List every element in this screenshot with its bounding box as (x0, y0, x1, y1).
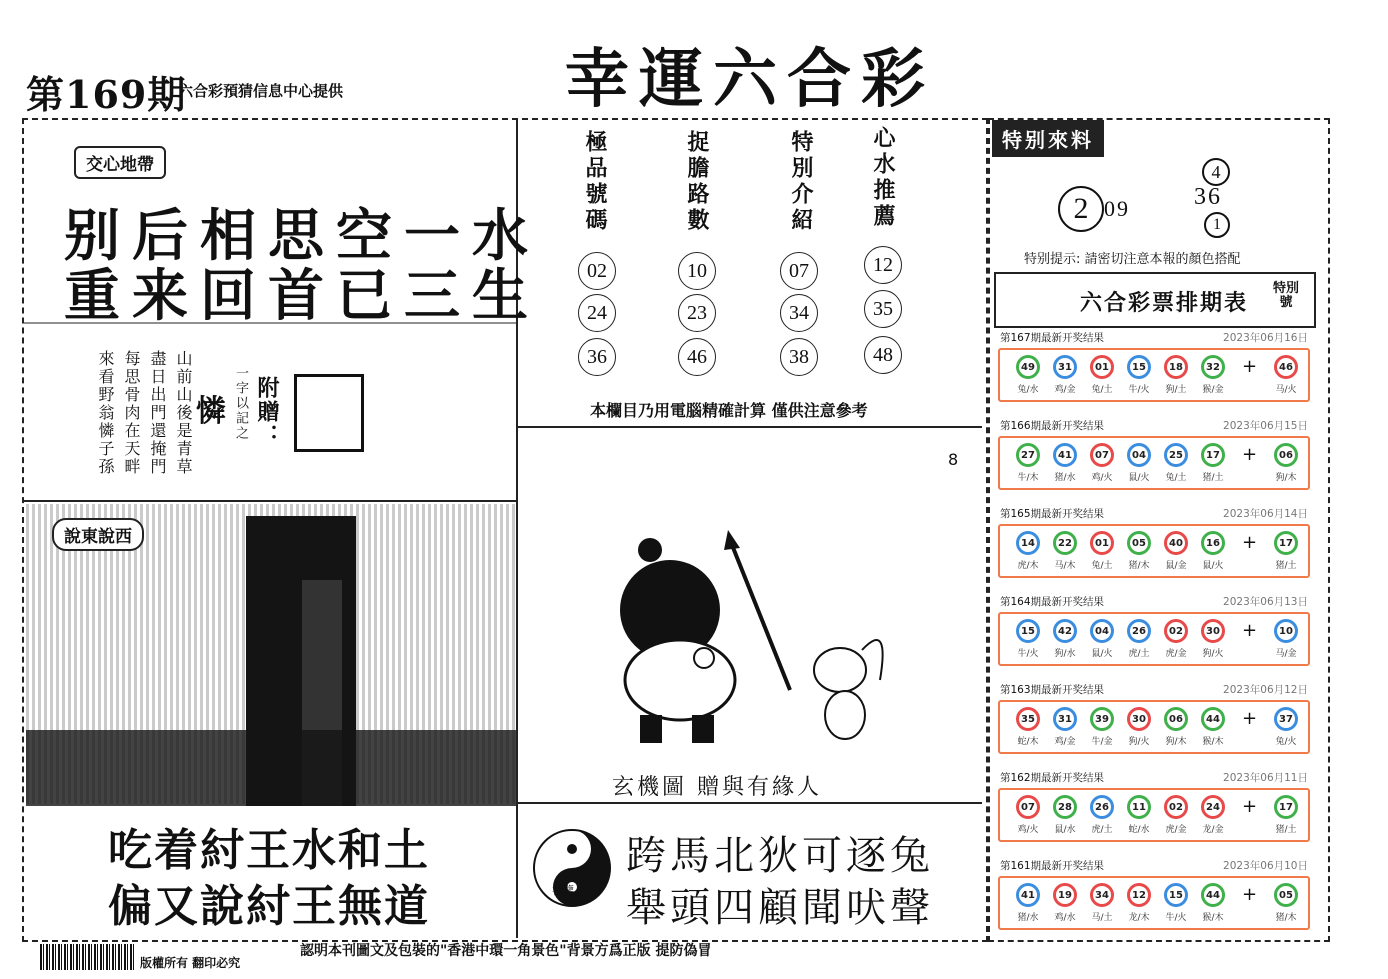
zodiac-label: 猪/水 (1017, 913, 1039, 923)
lottery-ball: 06 (1164, 707, 1188, 731)
lottery-ball: 30 (1127, 707, 1151, 731)
lottery-ball: 15 (1164, 883, 1188, 907)
result-header (1000, 594, 1308, 609)
gift-box (294, 374, 364, 452)
lottery-ball: 41 (1016, 883, 1040, 907)
result-balls-box (998, 348, 1310, 402)
poem-column: 山前山後是青草 (174, 350, 193, 476)
zodiac-label: 兔/土 (1091, 385, 1113, 395)
zodiac-label: 鼠/水 (1054, 825, 1076, 835)
lottery-ball: 17 (1274, 795, 1298, 819)
lottery-ball: 01 (1090, 531, 1114, 555)
number-circle: 02 (578, 252, 616, 290)
result-balls-box (998, 436, 1310, 490)
zodiac-label: 鸡/金 (1054, 737, 1076, 747)
zodiac-label: 鼠/火 (1202, 561, 1224, 571)
divider (518, 802, 982, 804)
gift-label: 附贈： (254, 376, 280, 448)
hint-word: 憐 (196, 394, 226, 429)
lottery-ball: 27 (1016, 443, 1040, 467)
zodiac-label: 猪/木 (1275, 913, 1297, 923)
lottery-ball: 22 (1053, 531, 1077, 555)
divider (518, 426, 982, 428)
result-header (1000, 418, 1308, 433)
zodiac-label: 猴/木 (1202, 737, 1224, 747)
copyright-text: 版權所有 翻印必究 (140, 956, 241, 970)
result-date: 2023年06月11日 (1223, 772, 1308, 784)
zodiac-label: 鼠/金 (1165, 561, 1187, 571)
number-circle: 48 (864, 336, 902, 374)
lottery-ball: 32 (1201, 355, 1225, 379)
number-circle: 46 (678, 338, 716, 376)
zodiac-label: 狗/木 (1275, 473, 1297, 483)
zodiac-label: 马/木 (1054, 561, 1076, 571)
lottery-ball: 24 (1201, 795, 1225, 819)
lottery-ball: 26 (1127, 619, 1151, 643)
lottery-ball: 06 (1274, 443, 1298, 467)
result-date: 2023年06月15日 (1223, 420, 1308, 432)
number-circle: 12 (864, 246, 902, 284)
lottery-ball: 39 (1090, 707, 1114, 731)
zodiac-label: 马/金 (1275, 649, 1297, 659)
zodiac-label: 龙/金 (1202, 825, 1224, 835)
result-date: 2023年06月10日 (1223, 860, 1308, 872)
lottery-ball: 16 (1201, 531, 1225, 555)
result-header (1000, 770, 1308, 785)
zodiac-label: 虎/土 (1128, 649, 1150, 659)
plus-sign: + (1242, 532, 1258, 553)
lottery-ball: 41 (1053, 443, 1077, 467)
result-balls-box (998, 524, 1310, 578)
lottery-ball: 40 (1164, 531, 1188, 555)
page-title: 幸運六合彩 (565, 42, 935, 117)
cartoon-caption: 玄機圖 贈與有緣人 (612, 775, 822, 800)
result-header (1000, 330, 1308, 345)
zodiac-label: 鸡/水 (1054, 913, 1076, 923)
zodiac-label: 猪/木 (1128, 561, 1150, 571)
number-circle: 36 (578, 338, 616, 376)
result-title: 第163期最新开奖结果 (1000, 684, 1105, 696)
zodiac-label: 狗/火 (1202, 649, 1224, 659)
zodiac-label: 狗/木 (1165, 737, 1187, 747)
issue-number: 第169期 (26, 72, 187, 117)
hint-vertical: 一字以記之 (233, 366, 248, 441)
zodiac-label: 猪/土 (1275, 561, 1297, 571)
zodiac-label: 蛇/水 (1128, 825, 1150, 835)
special-tag: 特別號 (1272, 281, 1299, 310)
zodiac-label: 猴/木 (1202, 913, 1224, 923)
lottery-ball: 05 (1274, 883, 1298, 907)
lottery-ball: 37 (1274, 707, 1298, 731)
lottery-ball: 05 (1127, 531, 1151, 555)
lottery-ball: 07 (1016, 795, 1040, 819)
lottery-ball: 04 (1127, 443, 1151, 467)
result-balls-box (998, 788, 1310, 842)
zodiac-label: 虎/土 (1091, 825, 1113, 835)
poem-column: 來看野翁憐子孫 (96, 350, 115, 476)
column-title: 特別介紹 (788, 130, 814, 234)
special-mid-number: 36 (1194, 184, 1222, 210)
cartoon-character (620, 538, 735, 743)
zodiac-label: 狗/水 (1054, 649, 1076, 659)
divider (24, 500, 516, 502)
result-title: 第165期最新开奖结果 (1000, 508, 1105, 520)
number-circle: 38 (780, 338, 818, 376)
lottery-ball: 12 (1127, 883, 1151, 907)
barcode (40, 944, 134, 970)
result-date: 2023年06月16日 (1223, 332, 1308, 344)
calc-note: 本欄目乃用電腦精確計算 僅供注意參考 (590, 401, 868, 420)
lottery-ball: 19 (1053, 883, 1077, 907)
result-date: 2023年06月14日 (1223, 508, 1308, 520)
zodiac-label: 虎/金 (1165, 825, 1187, 835)
zodiac-label: 牛/木 (1017, 473, 1039, 483)
result-card (996, 416, 1312, 500)
lottery-ball: 11 (1127, 795, 1151, 819)
result-header (1000, 682, 1308, 697)
lottery-ball: 01 (1090, 355, 1114, 379)
zodiac-label: 兔/土 (1091, 561, 1113, 571)
lottery-ball: 34 (1090, 883, 1114, 907)
zodiac-label: 虎/金 (1165, 649, 1187, 659)
zodiac-label: 鼠/火 (1128, 473, 1150, 483)
bottom-poem-line-2: 偏又說紂王無道 (108, 881, 430, 932)
result-date: 2023年06月13日 (1223, 596, 1308, 608)
result-balls-box (998, 700, 1310, 754)
column-title: 捉膽路數 (684, 130, 710, 234)
special-small-number: 09 (1104, 196, 1130, 221)
column-title: 心水推薦 (870, 126, 896, 230)
lottery-ball: 49 (1016, 355, 1040, 379)
lottery-ball: 31 (1053, 355, 1077, 379)
poem-line-2: 重来回首已三生 (64, 264, 540, 329)
zodiac-label: 兔/土 (1165, 473, 1187, 483)
lottery-ball: 10 (1274, 619, 1298, 643)
plus-sign: + (1242, 884, 1258, 905)
zodiac-label: 猪/土 (1275, 825, 1297, 835)
zodiac-label: 虎/木 (1017, 561, 1039, 571)
poem-column: 每思骨肉在天畔 (122, 350, 141, 476)
zodiac-label: 兔/水 (1017, 385, 1039, 395)
number-circle: 10 (678, 252, 716, 290)
plus-sign: + (1242, 444, 1258, 465)
lottery-ball: 04 (1090, 619, 1114, 643)
zodiac-label: 猪/水 (1054, 473, 1076, 483)
lottery-ball: 07 (1090, 443, 1114, 467)
result-card (996, 328, 1312, 412)
zodiac-label: 鸡/火 (1091, 473, 1113, 483)
plus-sign: + (1242, 796, 1258, 817)
monkey-figure (814, 640, 883, 739)
lottery-ball: 28 (1053, 795, 1077, 819)
result-balls-box (998, 612, 1310, 666)
zodiac-label: 猪/土 (1202, 473, 1224, 483)
lottery-ball: 25 (1164, 443, 1188, 467)
result-card (996, 768, 1312, 852)
zodiac-label: 蛇/木 (1017, 737, 1039, 747)
result-title: 第166期最新开奖结果 (1000, 420, 1105, 432)
zodiac-label: 鼠/火 (1091, 649, 1113, 659)
lottery-ball: 15 (1127, 355, 1151, 379)
lottery-ball: 17 (1274, 531, 1298, 555)
special-main-number: 2 (1058, 186, 1104, 232)
lottery-ball: 46 (1274, 355, 1298, 379)
lottery-ball: 26 (1090, 795, 1114, 819)
spear-tip (724, 530, 740, 550)
plus-sign: + (1242, 620, 1258, 641)
zodiac-label: 鸡/火 (1017, 825, 1039, 835)
zodiac-label: 兔/火 (1275, 737, 1297, 747)
number-circle: 23 (678, 294, 716, 332)
result-date: 2023年06月12日 (1223, 684, 1308, 696)
issue-provider: 六合彩預猜信息中心提供 (178, 82, 344, 100)
result-balls-box (998, 876, 1310, 930)
number-circle: 35 (864, 290, 902, 328)
special-top-number: 4 (1202, 158, 1230, 186)
plus-sign: + (1242, 356, 1258, 377)
lottery-ball: 02 (1164, 795, 1188, 819)
zodiac-label: 马/火 (1275, 385, 1297, 395)
result-card (996, 504, 1312, 588)
skyline-silhouette (26, 730, 516, 806)
result-card (996, 856, 1312, 940)
result-title: 第161期最新开奖结果 (1000, 860, 1105, 872)
result-card (996, 592, 1312, 676)
riddle-line-2: 舉頭四顧聞吠聲 (626, 885, 934, 931)
result-title: 第167期最新开奖结果 (1000, 332, 1105, 344)
lottery-ball: 14 (1016, 531, 1040, 555)
section-tag: 交心地帶 (74, 146, 166, 179)
zodiac-label: 牛/火 (1165, 913, 1187, 923)
lottery-ball: 30 (1201, 619, 1225, 643)
result-header (1000, 858, 1308, 873)
result-title: 第162期最新开奖结果 (1000, 772, 1105, 784)
column-title: 極品號碼 (582, 130, 608, 234)
lottery-ball: 35 (1016, 707, 1040, 731)
lottery-ball: 02 (1164, 619, 1188, 643)
zodiac-label: 鸡/金 (1054, 385, 1076, 395)
lottery-ball: 44 (1201, 707, 1225, 731)
number-circle: 34 (780, 294, 818, 332)
result-card (996, 680, 1312, 764)
zodiac-label: 龙/木 (1128, 913, 1150, 923)
zodiac-label: 牛/火 (1128, 385, 1150, 395)
lottery-ball: 44 (1201, 883, 1225, 907)
zodiac-label: 牛/火 (1017, 649, 1039, 659)
zodiac-label: 猴/金 (1202, 385, 1224, 395)
plus-sign: + (1242, 708, 1258, 729)
lottery-ball: 42 (1053, 619, 1077, 643)
zodiac-label: 牛/金 (1091, 737, 1113, 747)
result-title: 第164期最新开奖结果 (1000, 596, 1105, 608)
footer-notice: 認明本刊圖文及包裝的"香港中環一角景色"背景方爲正版 提防偽冒 (300, 943, 712, 959)
cartoon-illustration (600, 530, 900, 760)
schedule-title: 六合彩票排期表 (1080, 290, 1249, 316)
number-circle: 24 (578, 294, 616, 332)
yin-yang-label: 神鑒 (552, 884, 574, 897)
special-bottom-number: 1 (1204, 212, 1230, 238)
zodiac-label: 狗/土 (1165, 385, 1187, 395)
page-mark: 8 (948, 450, 959, 469)
bottom-poem-line-1: 吃着紂王水和土 (108, 825, 430, 876)
poem-line-1: 别后相思空一水 (64, 204, 540, 269)
section-tag: 說東說西 (52, 518, 144, 551)
zodiac-label: 马/土 (1091, 913, 1113, 923)
result-header (1000, 506, 1308, 521)
lottery-ball: 18 (1164, 355, 1188, 379)
special-material-header: 特别來料 (992, 120, 1104, 157)
lottery-ball: 15 (1016, 619, 1040, 643)
lottery-ball: 31 (1053, 707, 1077, 731)
lottery-ball: 17 (1201, 443, 1225, 467)
poem-column: 盡日出門還掩門 (148, 350, 167, 476)
zodiac-label: 狗/火 (1128, 737, 1150, 747)
riddle-line-1: 跨馬北狄可逐兔 (626, 833, 934, 879)
number-circle: 07 (780, 252, 818, 290)
color-hint: 特别提示: 請密切注意本報的顏色搭配 (1024, 252, 1241, 267)
spear (730, 540, 790, 690)
